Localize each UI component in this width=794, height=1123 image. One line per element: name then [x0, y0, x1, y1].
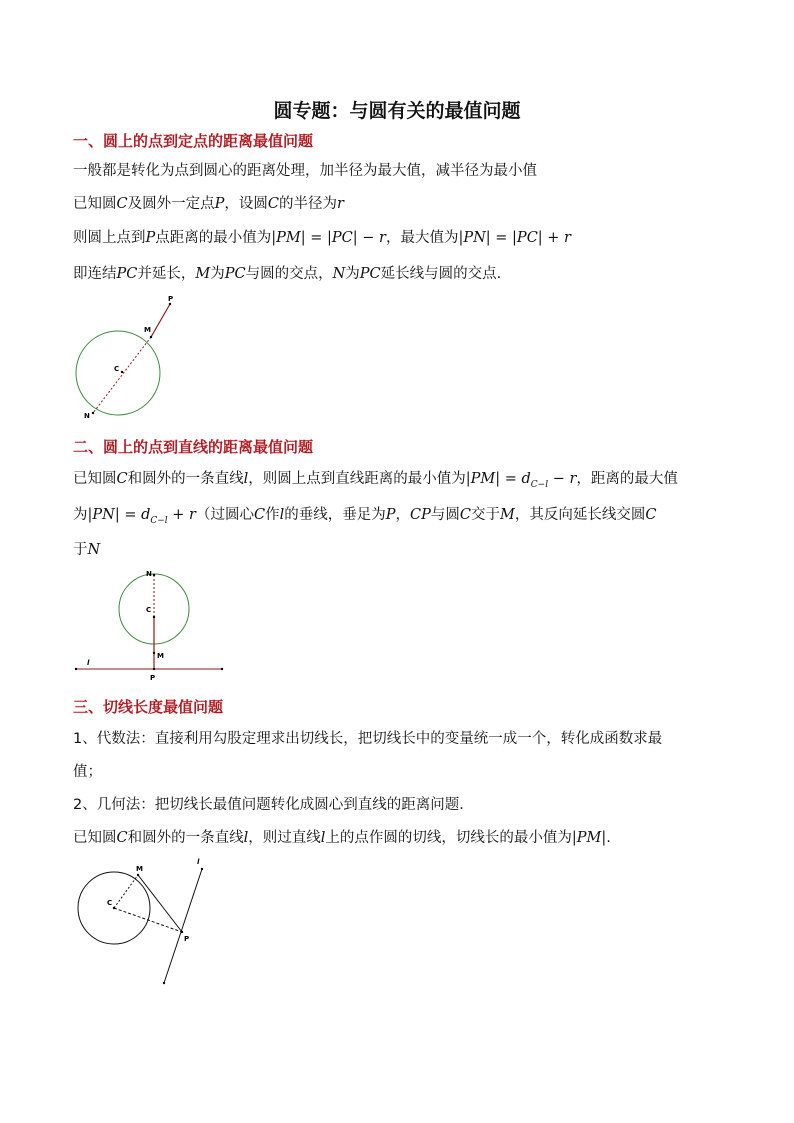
label-p: P: [184, 935, 190, 943]
tangent-mp: [138, 875, 182, 932]
section-3-line-2: 值；: [73, 764, 102, 780]
segment-cp: [114, 908, 182, 932]
point-n: [153, 574, 155, 576]
label-n: N: [84, 412, 90, 420]
point-c: [121, 371, 123, 373]
section-2-line-2: 为$|PN| = d_{C-l} + r$（过圆心C作l的垂线，垂足为P，CP与圆C交于M，其反向延长线交圆C: [73, 507, 657, 526]
point-p: [169, 303, 171, 305]
section-1-heading: 一、圆上的点到定点的距离最值问题: [73, 132, 314, 150]
line-end-left: [75, 668, 77, 670]
label-c: C: [107, 899, 113, 907]
circle: [76, 331, 160, 415]
line-end-bottom: [163, 982, 165, 984]
section-1-line-3: 则圆上点到P点距离的最小值为|PM| = |PC| − r，最大值为|PN| = |PC| + r: [73, 230, 571, 246]
point-n: [92, 412, 94, 414]
section-2-line-1: 已知圆C和圆外的一条直线l，则圆上点到直线距离的最小值为$|PM| = d_{C-l} - r$，距离的最大值: [73, 471, 678, 490]
section-1-line-4: 即连结PC并延长，M为PC与圆的交点，N为PC延长线与圆的交点.: [73, 266, 502, 282]
line-end-top: [201, 868, 203, 870]
figure-3-tangent: [70, 855, 220, 990]
section-3-line-3: 2、几何法：把切线长最值问题转化成圆心到直线的距离问题．: [73, 797, 474, 813]
label-m: M: [136, 865, 143, 873]
label-p: P: [150, 674, 156, 682]
point-m: [153, 652, 155, 654]
section-1-line-1: 一般都是转化为点到圆心的距离处理，加半径为最大值，减半径为最小值: [73, 163, 537, 179]
figure-1-point-circle: [70, 292, 180, 422]
label-c: C: [114, 365, 120, 373]
line-l: [164, 869, 202, 983]
section-2-heading: 二、圆上的点到直线的距离最值问题: [73, 438, 314, 456]
section-3-heading: 三、切线长度最值问题: [73, 698, 224, 716]
chord-mn: [93, 337, 151, 413]
point-m: [137, 874, 139, 876]
figure-2-line-circle: [70, 565, 230, 683]
point-c: [153, 616, 155, 618]
label-m: M: [157, 652, 164, 660]
line-end-right: [221, 668, 223, 670]
label-m: M: [144, 326, 151, 334]
segment-pm: [151, 304, 170, 337]
label-n: N: [146, 570, 152, 578]
label-l: l: [197, 858, 200, 866]
point-p: [153, 668, 155, 670]
point-c: [113, 907, 115, 909]
page-title: 圆专题：与圆有关的最值问题: [273, 100, 521, 122]
section-3-line-4: 已知圆C和圆外的一条直线l，则过直线l上的点作圆的切线，切线长的最小值为|PM|.: [73, 830, 611, 846]
label-c: C: [146, 606, 152, 614]
section-3-line-1: 1、代数法：直接利用勾股定理求出切线长，把切线长中的变量统一成一个，转化成函数求最: [73, 731, 663, 747]
section-2-line-3: 于N: [73, 542, 101, 558]
point-p: [181, 931, 183, 933]
label-p: P: [168, 295, 174, 303]
label-l: l: [87, 659, 90, 667]
section-1-line-2: 已知圆C及圆外一定点P，设圆C的半径为r: [73, 196, 344, 212]
radius-cm: [114, 875, 138, 908]
point-m: [150, 336, 152, 338]
